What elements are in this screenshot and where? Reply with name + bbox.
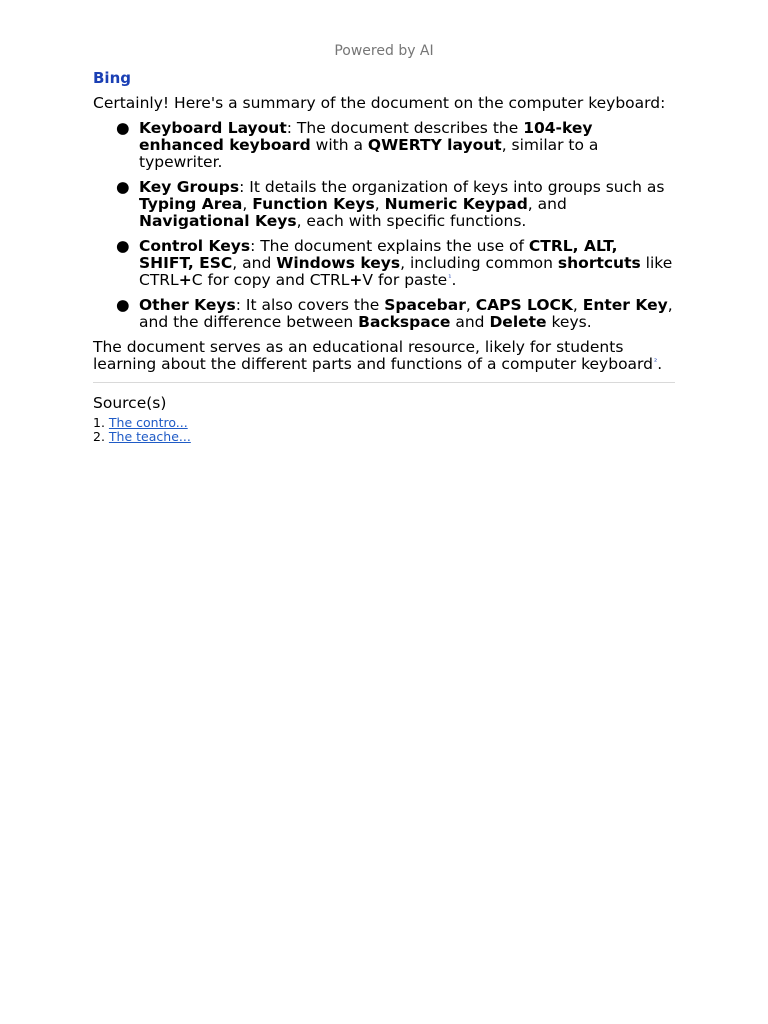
powered-by-label: Powered by AI — [334, 43, 434, 59]
source-item-1 — [93, 416, 675, 430]
bold-term: shortcuts — [557, 254, 641, 272]
list-item — [93, 179, 675, 230]
text-segment: , — [242, 195, 253, 213]
bold-term: 104-key enhanced keyboard — [139, 119, 593, 154]
bold-term: Key Groups — [139, 178, 240, 196]
text-segment: , including common — [400, 254, 558, 272]
bold-term: Windows keys — [276, 254, 401, 272]
bold-term: Spacebar — [384, 296, 466, 314]
outro-text — [93, 339, 675, 373]
text-segment: keys. — [546, 313, 592, 331]
text-segment: , and — [527, 195, 567, 213]
bold-term: QWERTY layout — [367, 136, 502, 154]
bold-term: Backspace — [358, 313, 451, 331]
bold-term: CTRL, ALT, SHIFT, ESC — [139, 237, 618, 272]
intro-text: Certainly! Here's a summary of the document on the computer keyboard: — [93, 94, 666, 112]
source-link-1[interactable]: The contro... — [108, 415, 188, 430]
source-number: 1. — [93, 415, 105, 430]
bold-term: Delete — [489, 313, 547, 331]
text-segment: , and — [232, 254, 277, 272]
sources-title: Source(s) — [93, 394, 167, 412]
citation-ref[interactable]: ¹ — [448, 273, 452, 282]
text-segment: : The document explains the use of — [250, 237, 529, 255]
bold-term: Enter Key — [582, 296, 668, 314]
bold-term: Other Keys — [139, 296, 236, 314]
bold-term: Numeric Keypad — [384, 195, 528, 213]
text-segment: : It also covers the — [235, 296, 385, 314]
text-segment: : The document describes the — [286, 119, 524, 137]
outro-body: The document serves as an educational resource, likely for students learning about the different parts and functions of a computer keyboard — [93, 338, 653, 373]
summary-list — [93, 120, 675, 331]
source-link-2[interactable]: The teache... — [108, 429, 191, 444]
chat-response — [93, 42, 675, 444]
bold-term: Typing Area — [139, 195, 243, 213]
text-segment: , similar to a typewriter. — [139, 136, 599, 171]
text-segment: and — [450, 313, 490, 331]
assistant-name: Bing — [93, 69, 131, 87]
text-segment: with a — [310, 136, 368, 154]
bold-term: Navigational Keys — [139, 212, 297, 230]
list-item — [93, 120, 675, 171]
text-segment: . — [451, 271, 457, 289]
text-segment: , — [572, 296, 583, 314]
text-segment: , each with specific functions. — [296, 212, 527, 230]
bold-term: + — [178, 271, 192, 289]
sources-list — [93, 416, 675, 444]
list-item — [93, 297, 675, 331]
bold-term: Control Keys — [139, 237, 251, 255]
bold-term: Keyboard Layout — [139, 119, 287, 137]
bullet-icon: ● — [116, 119, 130, 137]
text-segment: , — [374, 195, 385, 213]
bullet-icon: ● — [116, 296, 130, 314]
source-number: 2. — [93, 429, 105, 444]
citation-ref-2[interactable]: ² — [654, 357, 658, 366]
text-segment: like CTRL — [139, 254, 673, 289]
text-segment: C for copy and CTRL — [191, 271, 350, 289]
text-segment: V for paste — [362, 271, 448, 289]
text-segment: : It details the organization of keys into groups such as — [239, 178, 665, 196]
bold-term: + — [349, 271, 363, 289]
bold-term: Function Keys — [252, 195, 375, 213]
text-segment: , — [465, 296, 476, 314]
source-item-2 — [93, 430, 675, 444]
bullet-icon: ● — [116, 237, 130, 255]
bold-term: CAPS LOCK — [475, 296, 573, 314]
outro-end: . — [657, 355, 663, 373]
bullet-icon: ● — [116, 178, 130, 196]
divider — [93, 382, 675, 383]
list-item — [93, 238, 675, 289]
text-segment: , and the difference between — [139, 296, 673, 331]
